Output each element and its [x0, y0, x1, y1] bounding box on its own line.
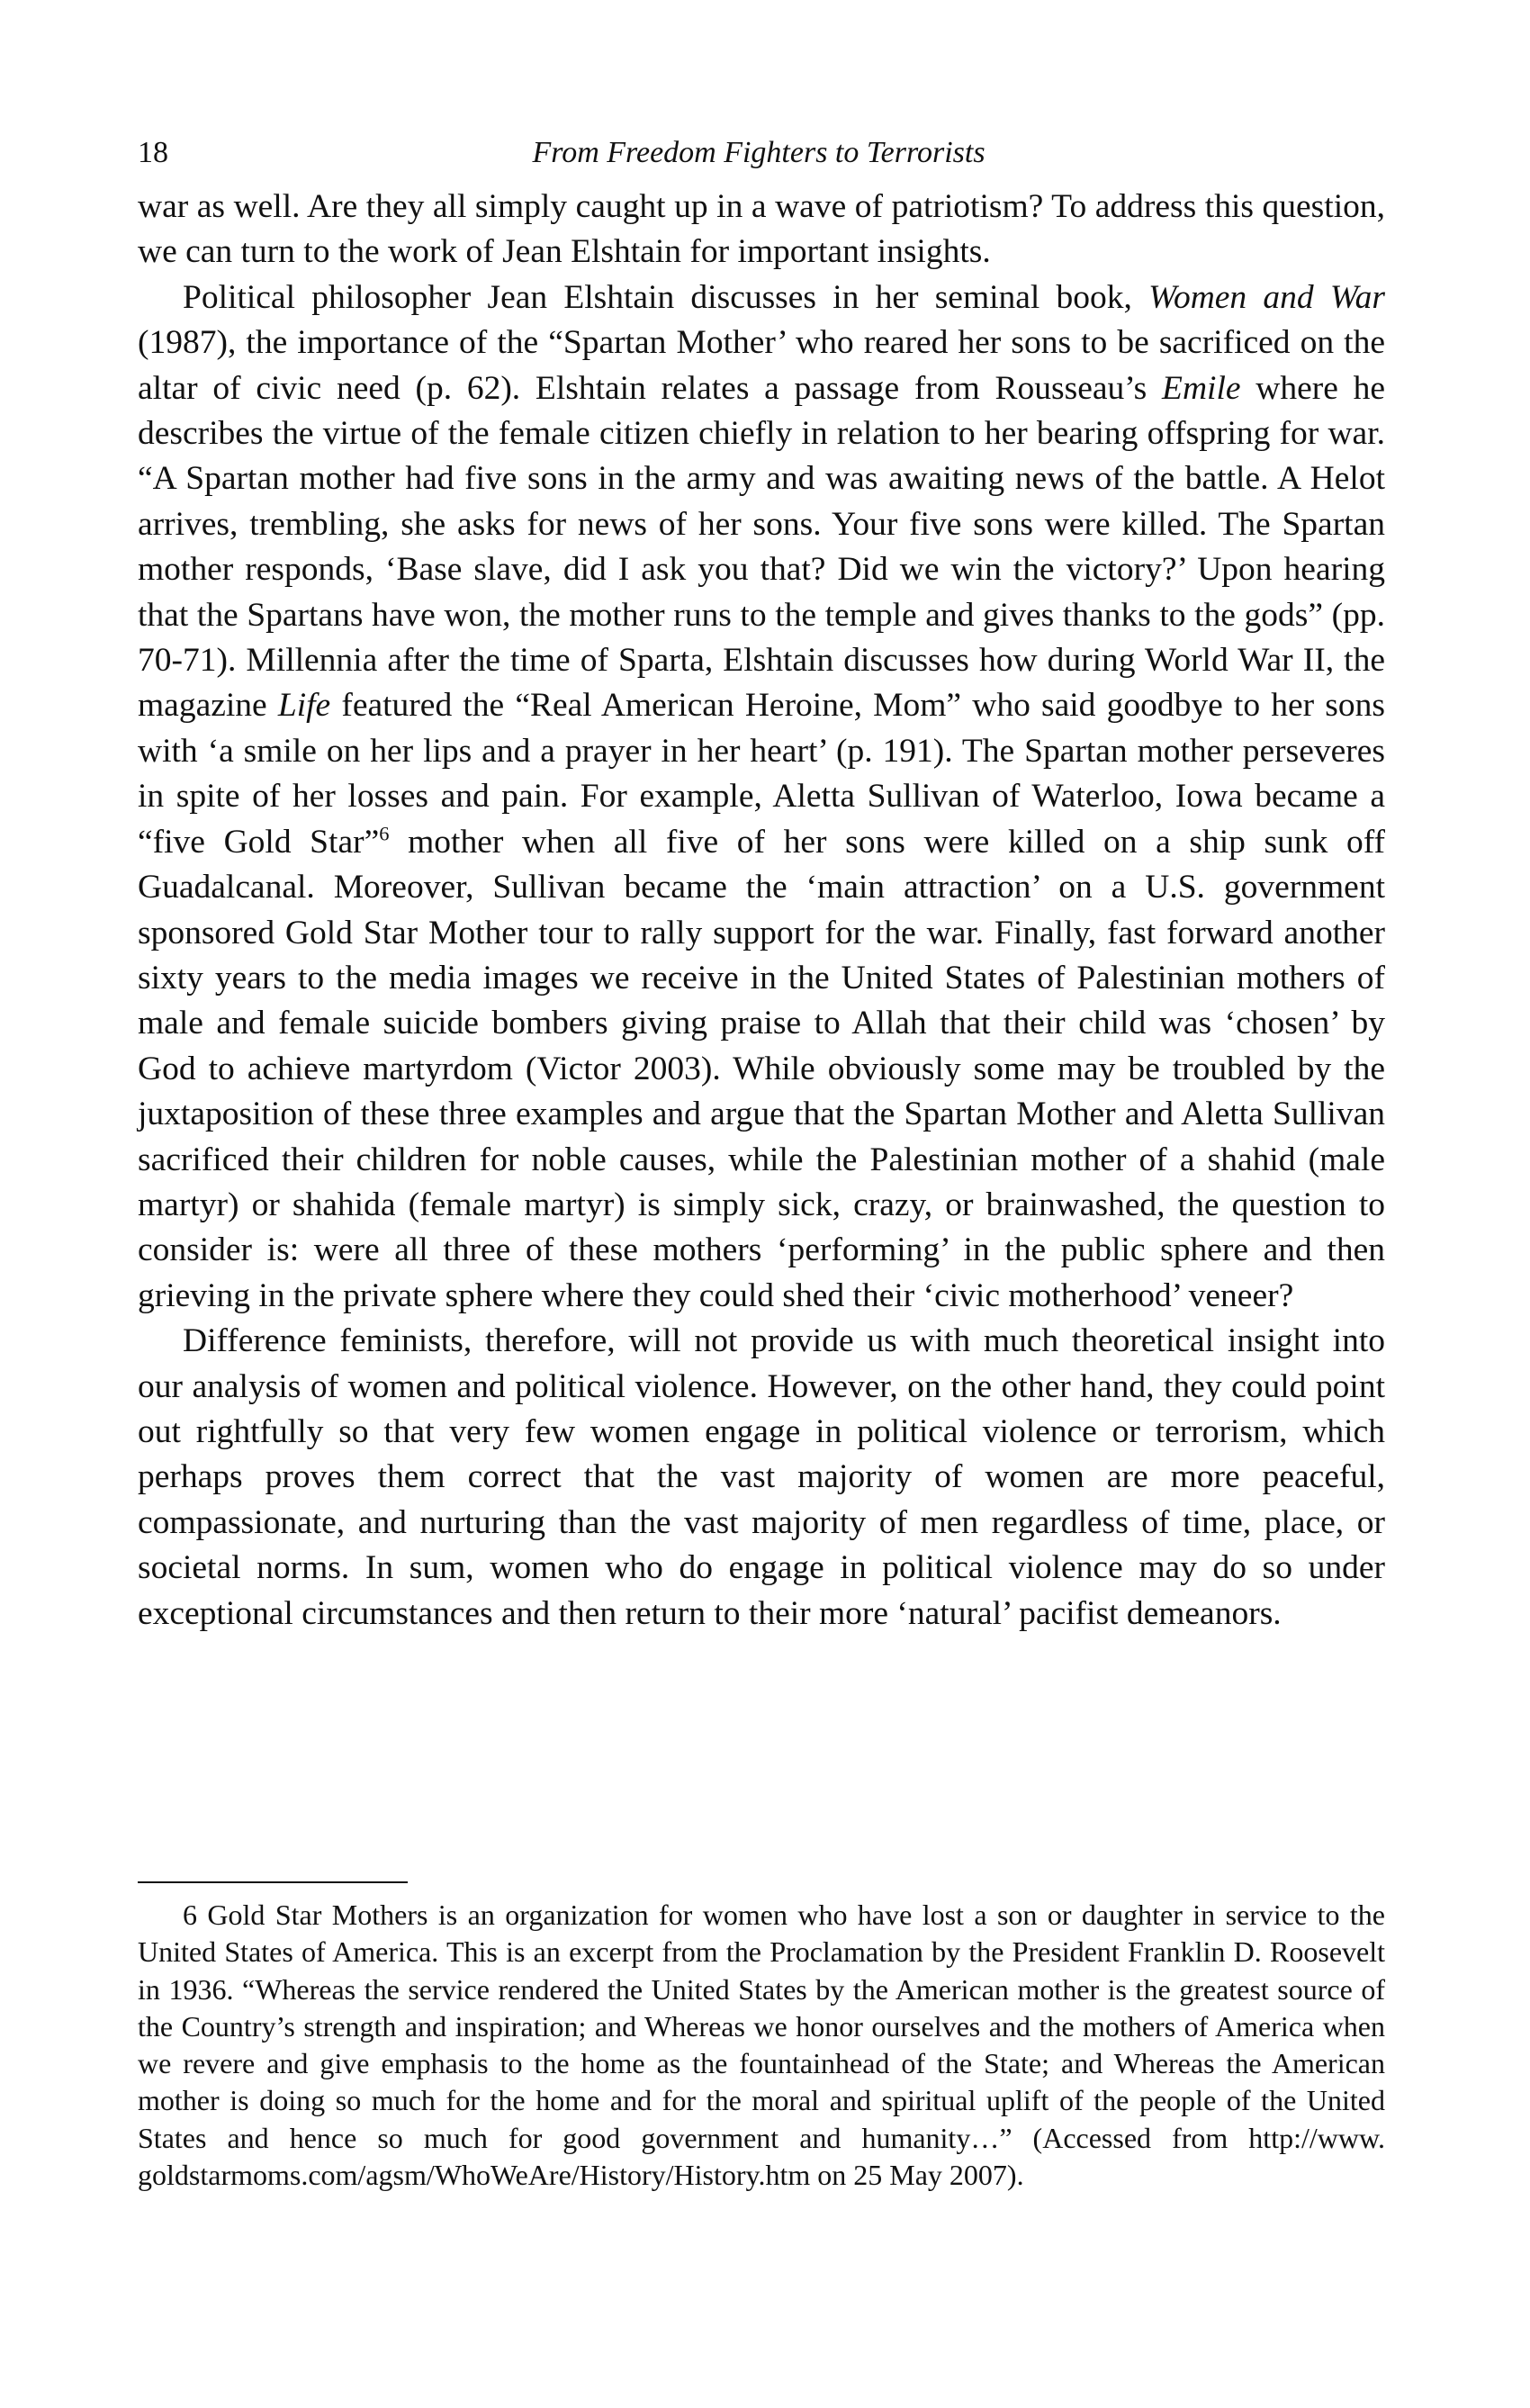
running-head [138, 126, 1380, 180]
paragraph-difference-feminists: Difference feminists, therefore, will not provide us with much theoretical insight into our analysis of women and political violence. However, on the other hand, they could point out rightfully so that very few women engage in political violence or terrorism, which perhaps proves them correct that the vast majority of women are more peaceful, compassionate, and nurturing than the vast majority of men regardless of time, place, or societal norms. In sum, women who do engage in political violence may do so under exceptional circumstances and then return to their more ‘natural’ pacifist demeanors. [138, 1322, 1385, 1632]
body-text [138, 185, 1385, 1637]
page-number: 18 [138, 136, 168, 169]
magazine-title: Life [277, 687, 331, 725]
paragraph-text: (1987), the importance of the “Spartan Mother’ who reared her sons to be sacrificed on the altar of civic need (p. 62). Elshtain relates a passage from Rousseau’s [138, 324, 1385, 407]
paragraph-spartan-mother [138, 275, 1385, 1319]
book-title-emile: Emile [1162, 369, 1241, 407]
running-title: From Freedom Fighters to Terrorists [532, 136, 986, 169]
footnote-reference[interactable]: 6 [379, 822, 390, 845]
paragraph-text: where he describes the virtue of the female citizen chiefly in relation to her bearing offspring for war. “A Spartan mother had five sons in the army and was awaiting news of the battle. A Helot arrives, trembling, she asks for news of her sons. Your five sons were killed. The Spartan mother responds, ‘Base slave, did I ask you that? Did we win the victory?’ Upon hearing that the Spartans have won, the mother runs to the temple and gives thanks to the gods” (pp. 70-71). Millennia after the time of Sparta, Elshtain discusses how during World War II, the magazine [138, 369, 1385, 725]
paragraph-text: Political philosopher Jean Elshtain discusses in her seminal book, [183, 278, 1149, 316]
paragraph-text: featured the “Real American Heroine, Mom” who said goodbye to her sons with ‘a smile on her lips and a prayer in her heart’ (p. 191). The Spartan mother perseveres in spite of her losses and pain. For example, Aletta Sullivan of Waterloo, Iowa became a “five Gold Star” [138, 687, 1385, 861]
book-title: Women and War [1148, 278, 1385, 316]
paragraph-text: mother when all five of her sons were killed on a ship sunk off Guadalcanal. Moreover, Sullivan became the ‘main attraction’ on a U.S. government sponsored Gold Star Mother tour to rally support for the war. Finally, fast forward another sixty years to the media images we receive in the United States of Palestinian mothers of male and female suicide bombers giving praise to Allah that their child was ‘chosen’ by God to achieve martyrdom (Victor 2003). While obviously some may be troubled by the juxtaposition of these three examples and argue that the Spartan Mother and Aletta Sullivan sacrificed their children for noble causes, while the Palestinian mother of a shahid (male martyr) or shahida (female martyr) is simply sick, crazy, or brainwashed, the question to consider is: were all three of these mothers ‘performing’ in the public sphere and then grieving in the private sphere where they could shed their ‘civic motherhood’ veneer? [138, 823, 1385, 1314]
footnotes [138, 1897, 1385, 2194]
footnote-6: 6 Gold Star Mothers is an organization for women who have lost a son or daughter in service to the United States of America. This is an excerpt from the Proclamation by the President Franklin D. Roosevelt in 1936. “Whereas the service rendered the United States by the American mother is the greatest source of the Country’s strength and inspiration; and Whereas we honor ourselves and the mothers of America when we revere and give emphasis to the home as the fountainhead of the State; and Whereas the American mother is doing so much for the home and for the moral and spiritual uplift of the people of the United States and hence so much for good government and humanity…” (Accessed from http://www. goldstarmoms.com/agsm/WhoWeAre/History/History.htm on 25 May 2007). [138, 1898, 1385, 2192]
paragraph-continued: war as well. Are they all simply caught up in a wave of patriotism? To address this question, we can turn to the work of Jean Elshtain for important insights. [138, 188, 1385, 271]
footnote-divider [138, 1881, 408, 1883]
